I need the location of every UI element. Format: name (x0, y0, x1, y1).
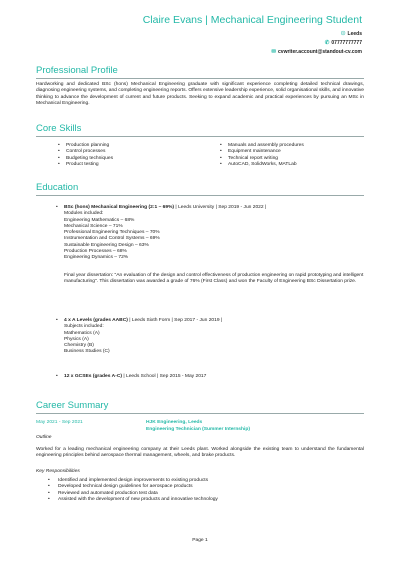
section-title-skills: Core Skills (36, 123, 82, 134)
skills-list-left (58, 143, 113, 168)
contact-email[interactable]: ✉ cvwriter.account@standout-cv.com (271, 49, 362, 55)
phone-icon: ✆ (324, 40, 330, 46)
responsibility-item: • Reviewed and automated production test data (40, 491, 218, 497)
module-item: Production Processes – 68% (64, 249, 127, 255)
degree-details: | Leeds University | Sep 2019 - Jun 2022 | (174, 205, 267, 210)
responsibility-item: • Developed technical design guidelines for aerospace products (40, 484, 218, 490)
gcses-details: | Leeds School | Sep 2015 - May 2017 (121, 374, 207, 379)
subjects-heading: Subjects included: (64, 324, 104, 330)
contact-phone: ✆ 07777777777 (324, 40, 362, 46)
education-gcses: • 12 x GCSEs (grades A-C) | Leeds School | Sep 2015 - May 2017 (56, 374, 207, 379)
section-title-profile: Professional Profile (36, 65, 118, 76)
degree-name: BSc (hons) Mechanical Engineering (2:1 – 69%) (64, 205, 175, 210)
job-company: HJK Engineering, Leeds (146, 420, 203, 425)
subject-item: Chemistry (B) (64, 343, 94, 349)
section-title-career: Career Summary (36, 400, 109, 411)
skill-item: • Production planning (58, 143, 113, 149)
module-item: Mechanical Science – 71% (64, 223, 123, 229)
skill-item: • Product testing (58, 162, 113, 168)
skill-item: • Budgeting techniques (58, 156, 113, 162)
responsibilities-label: Key Responsibilities (36, 469, 80, 474)
skills-list-right (220, 143, 304, 168)
subject-item: Physics (A) (64, 336, 89, 342)
email-icon: ✉ (271, 49, 277, 55)
module-item: Sustainable Engineering Design – 63% (64, 242, 149, 248)
responsibility-item: • Assisted with the development of new products and innovative technology (40, 497, 218, 503)
skill-item: • Manuals and assembly procedures (220, 143, 304, 149)
skill-item: • AutoCAD, SolidWorks, MATLab (220, 162, 304, 168)
alevels-details: | Leeds Sixth Form | Sep 2017 - Jun 2019 | (127, 318, 223, 323)
gcses-name: 12 x GCSEs (grades A-C) (64, 374, 122, 379)
education-alevels: • 4 x A Levels (grades AABC) | Leeds Sixth Form | Sep 2017 - Jun 2019 | Subjects included: Mathematics (A) Physics (A) Chemistry (B) Business Studies (C) (64, 318, 364, 356)
profile-text: Hardworking and dedicated BSc (hons) Mechanical Engineering graduate with significant experience completing detailed technical drawings, diagnosing engineering systems, and completing engineering reports. Offers extensive leadership experience, solid organisational skills, and innovative thinking to advance the development of current and future products. Seeking to expand academic and practical experiences by pursuing an MSc in Mechanical Engineering. (36, 82, 364, 107)
section-divider (36, 136, 364, 137)
section-divider (36, 78, 364, 79)
skill-item: • Equipment maintenance (220, 149, 304, 155)
module-item: Instrumentation and Control Systems – 69% (64, 236, 160, 242)
page-number: Page 1 (192, 538, 208, 543)
skill-item: • Control processes (58, 149, 113, 155)
section-divider (36, 413, 364, 414)
cv-name-title: Claire Evans | Mechanical Engineering Student (142, 14, 362, 26)
alevels-name: 4 x A Levels (grades AABC) (64, 318, 128, 323)
section-title-education: Education (36, 182, 79, 193)
outline-text: Worked for a leading mechanical engineering company at their Leeds plant. Worked alongside the existing team to understand the fundamental engineering principles behind aerospace thermal management, wheels, and brake products. (36, 447, 364, 459)
module-item: Engineering Dynamics – 72% (64, 255, 129, 261)
module-item: Professional Engineering Techniques – 70% (64, 230, 160, 236)
responsibilities-list (40, 478, 218, 503)
location-icon: ☉ (340, 31, 346, 37)
job-role: Engineering Technician (Summer Internship) (146, 427, 250, 432)
dissertation-text: Final year dissertation: "An evaluation of the design and control effectiveness of production engineering on rapid prototyping and intelligent manufacturing". This dissertation was awarded a grade of 76% (First Class) and won the Faculty of Engineering BSc Dissertation prize. (64, 272, 364, 284)
contact-location: ☉ Leeds (340, 31, 362, 37)
outline-label: Outline (36, 435, 52, 440)
modules-heading: Modules included: (64, 211, 104, 217)
module-item: Engineering Mathematics – 68% (64, 217, 135, 223)
education-degree: • BSc (hons) Mechanical Engineering (2:1 – 69%) | Leeds University | Sep 2019 - Jun 2022 | Modules included: Engineering Mathematics – 68% Mechanical Science – 71% Professional Engineering Techniques – 70% Instrumentation and Control Systems – 69% Sustainable Engineering Design – 63% Production Processes – 68% Engineering Dynamics – 72% Final year dissertation: "An evaluation of the design and control effectiveness of production engineering on rapid prototyping and intelligent manufacturing". This dissertation was awarded a grade of 76% (First Class) and won the Faculty of Engineering BSc Dissertation prize. (56, 205, 364, 284)
responsibility-item: • Identified and implemented design improvements to existing products (40, 478, 218, 484)
skill-item: • Technical report writing (220, 156, 304, 162)
section-divider (36, 195, 364, 196)
subject-item: Business Studies (C) (64, 349, 110, 355)
job-dates: May 2021 - Sep 2021 (36, 420, 83, 425)
subject-item: Mathematics (A) (64, 330, 100, 336)
